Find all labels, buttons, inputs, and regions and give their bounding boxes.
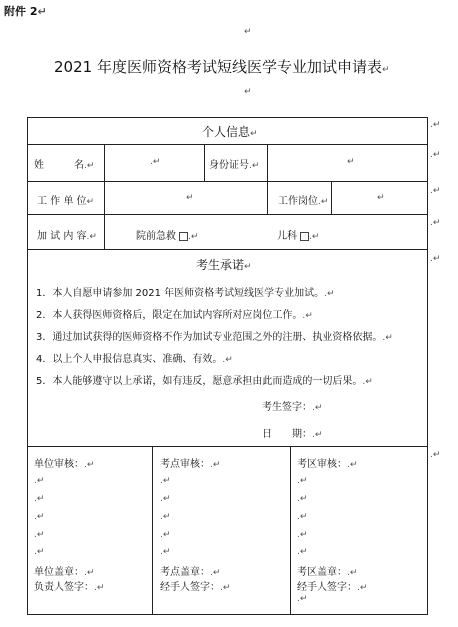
paragraph-mark: .↵ <box>160 547 171 557</box>
pledge-item-2: 2．本人获得医师资格后，限定在加试内容所对应岗位工作。.↵ <box>36 310 313 321</box>
paragraph-mark: .↵ <box>312 403 323 413</box>
employer-label: 工 作 单 位↵ <box>37 196 95 207</box>
id-number-label: 身份证号.↵ <box>209 160 260 171</box>
paragraph-mark: .↵ <box>309 232 320 242</box>
paragraph-mark: .↵ <box>297 476 308 486</box>
paragraph-mark: .↵ <box>34 476 45 486</box>
pledge-item-5: 5．本人能够遵守以上承诺，如有违反，愿意承担由此而造成的一切后果。.↵ <box>36 376 373 387</box>
paragraph-mark: .↵ <box>160 476 171 486</box>
paragraph-mark: .↵ <box>222 355 233 365</box>
position-value[interactable]: ↵ <box>377 193 385 203</box>
signature-label: 考生签字：.↵ <box>262 402 323 413</box>
col-divider <box>331 181 332 214</box>
table-border-right <box>427 117 428 615</box>
paragraph-mark: .↵ <box>34 530 45 540</box>
paragraph-mark: .↵ <box>297 547 308 557</box>
table-border-bottom <box>27 614 427 615</box>
paragraph-mark: .↵ <box>84 161 95 171</box>
attachment-label: 附件 2↵ <box>4 5 47 18</box>
col-divider <box>267 144 268 181</box>
employer-value[interactable]: ↵ <box>186 193 194 203</box>
paragraph-mark: .↵ <box>362 377 373 387</box>
unit-review-title: 单位审核：.↵ <box>34 459 95 470</box>
paragraph-mark: .↵ <box>297 530 308 540</box>
name-label: 姓 名.↵ <box>34 160 95 171</box>
option-prehospital[interactable]: 院前急救 .↵ <box>136 231 199 242</box>
paragraph-mark: .↵ <box>220 583 231 593</box>
paragraph-mark: .↵ <box>84 568 95 578</box>
paragraph-mark: ↵ <box>250 129 258 139</box>
row-divider <box>27 181 427 182</box>
region-seal-label: 考区盖章：.↵ <box>297 567 358 578</box>
site-sign-label: 经手人签字：.↵ <box>160 582 231 593</box>
row-end-mark: .↵ <box>430 186 441 196</box>
row-end-mark: .↵ <box>430 120 441 130</box>
personal-info-header: 个人信息↵ <box>202 125 258 139</box>
paragraph-mark: .↵ <box>297 512 308 522</box>
paragraph-mark: .↵ <box>210 568 221 578</box>
paragraph-mark: .↵ <box>347 460 358 470</box>
paragraph-mark: ↵ <box>244 27 252 37</box>
paragraph-mark: .↵ <box>357 583 368 593</box>
paragraph-mark: .↵ <box>34 494 45 504</box>
paragraph-mark: .↵ <box>188 232 199 242</box>
paragraph-mark: .↵ <box>160 494 171 504</box>
col-divider <box>152 446 153 614</box>
paragraph-mark: .↵ <box>297 594 308 604</box>
paragraph-mark: .↵ <box>34 512 45 522</box>
paragraph-mark: .↵ <box>34 547 45 557</box>
region-sign-label: 经手人签字：.↵ <box>297 582 368 593</box>
unit-sign-label: 负责人签字：.↵ <box>34 582 105 593</box>
table-border-top <box>27 117 427 118</box>
row-end-mark: .↵ <box>430 254 441 264</box>
row-divider <box>27 249 427 250</box>
col-divider <box>204 144 205 181</box>
name-value[interactable]: .↵ <box>150 157 161 167</box>
paragraph-mark: .↵ <box>302 311 313 321</box>
paragraph-mark: .↵ <box>210 460 221 470</box>
date-label: 日 期：.↵ <box>262 429 323 440</box>
id-number-value[interactable]: ↵ <box>347 157 355 167</box>
paragraph-mark: .↵ <box>86 232 97 242</box>
row-end-mark: .↵ <box>430 150 441 160</box>
checkbox-icon[interactable] <box>300 232 309 241</box>
paragraph-mark: .↵ <box>318 197 329 207</box>
paragraph-mark: .↵ <box>160 530 171 540</box>
pledge-item-4: 4．以上个人申报信息真实、准确、有效。.↵ <box>36 354 233 365</box>
row-end-mark: .↵ <box>430 450 441 460</box>
paragraph-mark: ↵ <box>244 87 252 97</box>
paragraph-mark: .↵ <box>84 460 95 470</box>
paragraph-mark: ↵ <box>37 5 47 18</box>
row-divider <box>27 144 427 145</box>
pledge-item-3: 3．通过加试获得的医师资格不作为加试专业范围之外的注册、执业资格依据。.↵ <box>36 332 393 343</box>
site-review-title: 考点审核：.↵ <box>160 459 221 470</box>
pledge-item-1: 1．本人自愿申请参加 2021 年医师资格考试短线医学专业加试。.↵ <box>36 288 335 299</box>
region-review-title: 考区审核：.↵ <box>297 459 358 470</box>
paragraph-mark: .↵ <box>347 568 358 578</box>
exam-content-label: 加 试 内 容.↵ <box>37 231 97 242</box>
document-title: 2021 年度医师资格考试短线医学专业加试申请表↵ <box>54 58 390 76</box>
paragraph-mark: ↵ <box>244 262 252 272</box>
col-divider <box>104 144 105 249</box>
site-seal-label: 考点盖章：.↵ <box>160 567 221 578</box>
paragraph-mark: .↵ <box>297 494 308 504</box>
row-divider <box>27 214 427 215</box>
col-divider <box>267 181 268 214</box>
pledge-header: 考生承诺↵ <box>196 258 252 272</box>
paragraph-mark: .↵ <box>312 430 323 440</box>
paragraph-mark: .↵ <box>382 333 393 343</box>
row-divider <box>27 446 427 447</box>
paragraph-mark: .↵ <box>160 512 171 522</box>
table-border-left <box>27 117 28 615</box>
paragraph-mark: .↵ <box>249 161 260 171</box>
checkbox-icon[interactable] <box>179 232 188 241</box>
row-end-mark: .↵ <box>430 218 441 228</box>
col-divider <box>290 446 291 614</box>
paragraph-mark: ↵ <box>86 197 95 207</box>
paragraph-mark: .↵ <box>94 583 105 593</box>
position-label: 工作岗位.↵ <box>278 196 329 207</box>
paragraph-mark: .↵ <box>324 289 335 299</box>
option-pediatrics[interactable]: 儿科 .↵ <box>277 231 320 242</box>
unit-seal-label: 单位盖章：.↵ <box>34 567 95 578</box>
paragraph-mark: ↵ <box>381 65 390 75</box>
